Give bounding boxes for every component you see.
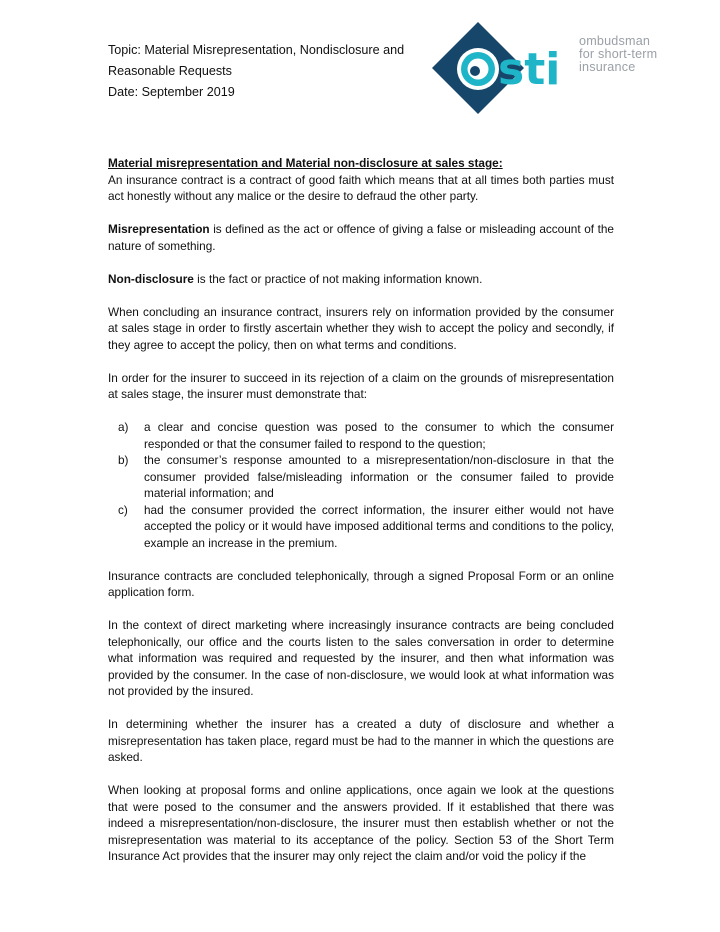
topic-line-1: Topic: Material Misrepresentation, Nondisclosure and — [108, 43, 405, 57]
list-item-text: a clear and concise question was posed to the consumer to which the consumer responded or that the consumer failed to respond to the question; — [144, 420, 614, 451]
logo-tagline — [579, 35, 657, 74]
term-non-disclosure: Non-disclosure — [108, 271, 194, 286]
list-item — [108, 452, 614, 502]
section-heading: Material misrepresentation and Material non-disclosure at sales stage: — [108, 156, 503, 170]
misrepresentation-definition — [108, 221, 614, 254]
logo-tagline-line: insurance — [579, 60, 636, 74]
list-marker: c) — [118, 502, 128, 517]
paragraph: In determining whether the insurer has a created a duty of disclosure and whether a misrepresentation has taken place, regard must be had to the manner in which the questions are asked. — [108, 717, 614, 764]
list-item-text: the consumer’s response amounted to a misrepresentation/non-disclosure in that the consumer provided false/misleading information or the consumer failed to provide material information; and — [144, 453, 614, 500]
requirements-list — [108, 419, 614, 551]
list-marker: a) — [118, 420, 129, 434]
logo-letters-sti: sti — [498, 44, 561, 95]
topic-line-2: Reasonable Requests — [108, 64, 232, 78]
list-marker: b) — [118, 453, 129, 467]
logo-tagline-line: for short-term — [579, 47, 658, 61]
document-date: Date: September 2019 — [108, 85, 235, 99]
paragraph: When concluding an insurance contract, insurers rely on information provided by the consumer at sales stage in order to firstly ascertain whether they wish to accept the policy and secondly, if they agree to accept the policy, then on what terms and conditions. — [108, 304, 614, 352]
list-item — [108, 419, 614, 452]
list-item-text: had the consumer provided the correct information, the insurer either would not have accepted the policy or it would have imposed additional terms and conditions to the policy, example an increase in the premium. — [144, 502, 614, 550]
paragraph-text: An insurance contract is a contract of good faith which means that at all times both parties must act honestly without any malice or the desire to defraud the other party. — [108, 172, 614, 203]
document-body — [108, 155, 614, 881]
term-misrepresentation: Misrepresentation — [108, 222, 210, 236]
non-disclosure-definition — [108, 271, 614, 288]
paragraph: Insurance contracts are concluded telephonically, through a signed Proposal Form or an online application form. — [108, 568, 614, 599]
logo-eye-pupil — [470, 66, 480, 76]
intro-paragraph — [108, 155, 614, 205]
document-header — [108, 40, 438, 103]
paragraph: In the context of direct marketing where increasingly insurance contracts are being concluded telephonically, our office and the courts listen to the sales conversation in order to determine what information was required and requested by the insurer, and then what information was provided by the consumer. In the case of non-disclosure, we would look at what information was not provided by the insured. — [108, 618, 614, 698]
logo-tagline-line: ombudsman — [579, 34, 651, 48]
definition-text: is the fact or practice of not making information known. — [193, 271, 483, 286]
definition-text: is defined as the act or offence of giving a false or misleading account of the nature of something. — [108, 222, 614, 253]
list-item — [108, 502, 614, 552]
paragraph: In order for the insurer to succeed in its rejection of a claim on the grounds of misrepresentation at sales stage, the insurer must demonstrate that: — [108, 370, 614, 401]
paragraph: When looking at proposal forms and online applications, once again we look at the questions that were posed to the consumer and the answers provided. If it established that there was indeed a misrepresentation/non-disclosure, the insurer must then establish whether or not the misrepresentation was material to its acceptance of the policy. Section 53 of the Short Term Insurance Act provides that the insurer may only reject the claim and/or void the policy if the — [108, 783, 614, 863]
